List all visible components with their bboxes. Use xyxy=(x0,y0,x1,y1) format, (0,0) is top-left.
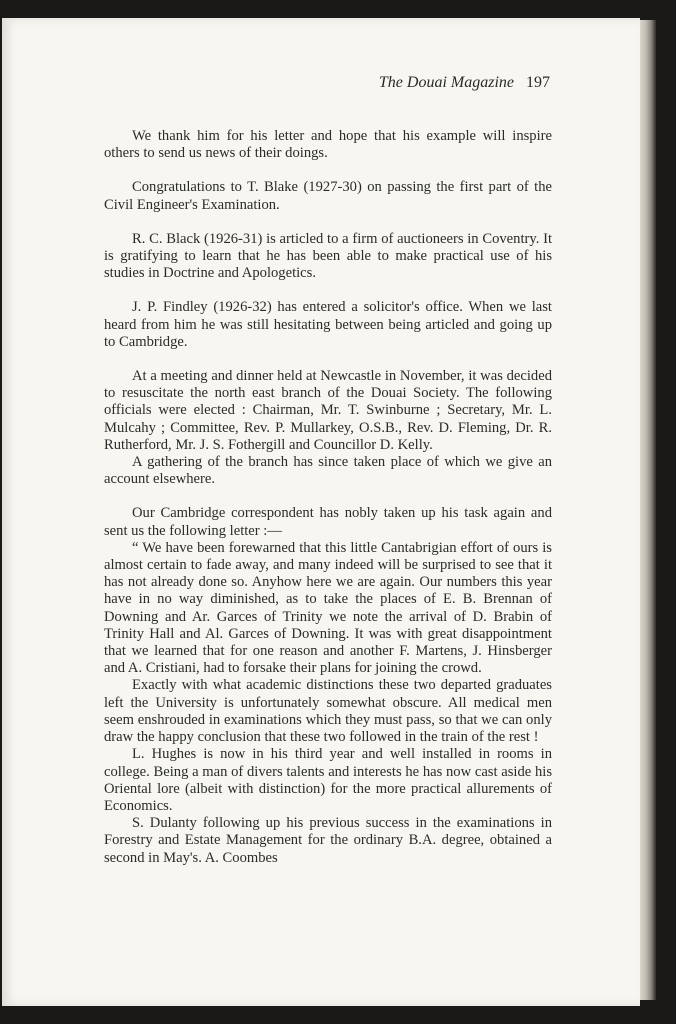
body-text xyxy=(104,128,552,867)
paragraph: “ We have been forewarned that this little Cantabrigian effort of ours is almost certain to fade away, and many indeed will be surprised to see that it has not already done so. Anyhow here we are again. Our numbers this year have in no way diminished, as to take the places of E. B. Brennan of Downing and Ar. Garces of Trinity we note the arrival of D. Brabin of Trinity Hall and Al. Garces of Downing. It was with great disappointment that we learned that for one reason and another F. Martens, J. Hinsberger and A. Cristiani, had to forsake their plans for joining the crowd. xyxy=(104,539,552,677)
page-number: 197 xyxy=(526,74,550,91)
paragraph: Exactly with what academic distinctions these two departed graduates left the University is unfortunately somewhat obscure. All medical men seem enshrouded in examinations which they must pass, so that we can only draw the happy conclusion that these two followed in the train of the rest ! xyxy=(104,677,552,746)
magazine-title: The Douai Magazine xyxy=(378,74,514,91)
paragraph: S. Dulanty following up his previous success in the examinations in Forestry and Estate Management for the ordinary B.A. degree, obtained a second in May's. A. Coombes xyxy=(104,815,552,866)
paragraph: We thank him for his letter and hope that his example will inspire others to send us news of their doings. xyxy=(104,128,552,162)
paragraph: A gathering of the branch has since taken place of which we give an account elsewhere. xyxy=(104,454,552,488)
running-header xyxy=(0,74,550,92)
paragraph: L. Hughes is now in his third year and well installed in rooms in college. Being a man of divers talents and interests he has now cast aside his Oriental lore (albeit with distinction) for the more practical allurements of Economics. xyxy=(104,746,552,814)
paragraph: J. P. Findley (1926-32) has entered a solicitor's office. When we last heard from him he was still hesitating between being articled and going up to Cambridge. xyxy=(104,299,552,350)
paragraph: R. C. Black (1926-31) is articled to a firm of auctioneers in Coventry. It is gratifying to learn that he has been able to make practical use of his studies in Doctrine and Apologetics. xyxy=(104,230,552,282)
paragraph: At a meeting and dinner held at Newcastle in November, it was decided to resuscitate the north east branch of the Douai Society. The following officials were elected : Chairman, Mr. T. Swinburne ; Secretary, Mr. L. Mulcahy ; Committee, Rev. P. Mullarkey, O.S.B., Rev. D. Fleming, Dr. R. Rutherford, Mr. J. S. Fothergill and Councillor D. Kelly. xyxy=(104,368,552,453)
paragraph: Congratulations to T. Blake (1927-30) on passing the first part of the Civil Engineer's Examination. xyxy=(104,179,552,213)
page-edge xyxy=(640,20,656,1000)
paragraph: Our Cambridge correspondent has nobly taken up his task again and sent us the following letter :— xyxy=(104,505,552,539)
